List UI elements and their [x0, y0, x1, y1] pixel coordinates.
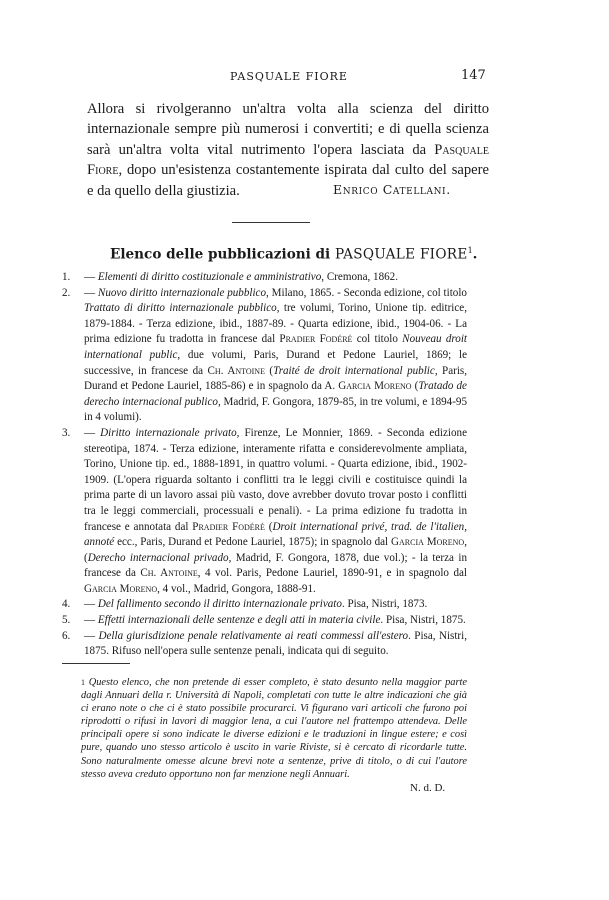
person-name-segment: Garcia Moreno — [338, 380, 412, 393]
person-name-segment: Garcia Moreno — [391, 536, 465, 549]
publication-item — [62, 629, 467, 660]
person-name-segment: Ch. Antoine — [207, 364, 265, 377]
publication-title-segment: Effetti internazionali delle sentenze e degli atti in materia civile — [97, 614, 381, 627]
publication-text-segment: , tre volumi, Torino, Unione tip. editrice, 1879-1884. - Terza edizione, ibid., 1887-89. - Quarta edizione, ibid., 1904-06. - La prima edizione fu tradotta in francese dal — [84, 302, 467, 346]
publication-text-segment: — — [84, 614, 98, 627]
publication-number: 3. — [62, 426, 71, 439]
publication-item — [62, 426, 467, 598]
publication-title-segment: Trattato di diritto internazionale pubblico — [84, 302, 277, 315]
publication-text — [84, 614, 466, 626]
publication-title-segment: Della giurisdizione penale relativamente ai reati commessi all'estero — [98, 629, 409, 642]
person-name-segment: Ch. Antoine — [140, 567, 198, 580]
publication-text-segment: ( — [264, 520, 273, 533]
footnote-text: Questo elenco, che non pretende di esser completo, è stato desunto nella maggior parte dagli Annuari della r. Università di Napoli, completati con tutte le altre indicazioni che già ci erano note o che ci è stato possibile procurarci. Vi figurano vari articoli che furono poi riprodotti o rifusi in lavori di maggior lena, a cui l'autore nel frattempo attendeva. Delle principali opere si sono indicate le diverse edizioni e le traduzioni in lingue estere; e così pure, quando uno stesso articolo è uscito in varie Riviste, si è cercato di ricordarle tutte. Sono naturalmente omesse alcune brevi note a sentenze, prive di titolo, o di cui l'autore stesso aveva creduto opportuno non far menzione negli Annuari. — [81, 677, 467, 780]
publication-text-segment: , ( — [84, 536, 467, 564]
footnote-signature: N. d. D. — [410, 782, 446, 794]
person-name-segment: Pradier Fodéré — [192, 520, 265, 533]
section-title-name: PASQUALE FIORE — [334, 246, 468, 263]
publication-item — [62, 270, 467, 286]
publication-text-segment: ecc., Paris, Durand et Pedone Lauriel, 1875); in spagnolo dal — [114, 536, 392, 549]
publication-title-segment: Nuovo diritto internazionale pubblico — [97, 286, 267, 299]
publication-text — [84, 427, 467, 595]
publication-text-segment: — — [84, 629, 99, 642]
intro-text: Allora si rivolgeranno un'altra volta alla scienza del diritto internazionale sempre più numerosi i convertiti; e di quella scienza sarà un'altra volta vital nutrimento l'opera lasciata da — [87, 101, 489, 158]
publication-number: 5. — [62, 614, 71, 627]
publication-text-segment: col titolo — [352, 333, 403, 346]
running-title: PASQUALE FIORE — [230, 70, 348, 83]
publication-text-segment: , Milano, 1865. - Seconda edizione, col titolo — [266, 286, 467, 299]
page-number: 147 — [461, 68, 486, 83]
publication-text-segment: . Pisa, Nistri, 1875. — [380, 614, 466, 627]
publication-number: 1. — [62, 271, 71, 283]
publication-text — [84, 287, 467, 424]
publication-number: 2. — [62, 286, 71, 299]
publication-text-segment: , 4 vol., Madrid, Gongora, 1888-91. — [157, 582, 316, 595]
footnote-mark: 1 — [81, 678, 85, 687]
publication-text-segment: . Pisa, Nistri, 1873. — [341, 598, 428, 611]
publication-text-segment: , Madrid, F. Gongora, 1878, due vol.); - la terza in francese da — [84, 551, 467, 580]
publication-item — [62, 597, 467, 613]
publication-item — [62, 286, 467, 426]
section-title-prefix: Elenco delle pubblicazioni di — [110, 246, 335, 263]
publication-text-segment: — — [84, 598, 98, 611]
publication-text-segment: — — [84, 426, 101, 439]
publication-title-segment: Diritto internazionale privato — [100, 426, 237, 439]
publication-text-segment: , Madrid, F. Gongora, 1879-85, in tre volumi, e 1894-95 in 4 volumi). — [84, 395, 467, 424]
publication-title-segment: Del fallimento secondo il diritto internazionale privato — [97, 598, 342, 611]
footnote-rule — [62, 663, 130, 664]
person-name-segment: Pradier Fodéré — [279, 333, 353, 346]
publication-text-segment: , 4 vol. Paris, Pedone Lauriel, 1890-91, e in spagnolo dal — [197, 567, 467, 580]
publication-text-segment: , due volumi, Paris, Durand et Pedone Lauriel, 1869; le successive, in francese da — [84, 348, 468, 377]
intro-text-tail: , dopo un'esistenza costantemente ispirata dal culto del sapere e da quello della giustizia. — [87, 162, 489, 199]
publication-title-segment: Nouveau droit international public — [84, 333, 468, 361]
publication-number: 6. — [62, 629, 71, 642]
section-divider — [232, 222, 310, 223]
section-title-end: . — [472, 246, 478, 263]
person-name-segment: Garcia Moreno — [84, 582, 158, 595]
publication-text-segment: , Cremona, 1862. — [321, 271, 399, 283]
section-title — [110, 246, 477, 263]
footnote — [81, 676, 467, 781]
publication-title-segment: Elementi di diritto costituzionale e amministrativo — [97, 271, 322, 283]
footnote-reference[interactable]: 1 — [467, 246, 473, 255]
publication-text — [84, 598, 427, 610]
publication-title-segment: Tratado de derecho internacional publico — [84, 380, 467, 408]
publication-text-segment: ( — [411, 380, 419, 393]
publication-list — [62, 270, 467, 660]
publication-text — [84, 271, 398, 283]
publication-number: 4. — [62, 598, 71, 611]
publication-text-segment: , Paris, Durand et Pedone Lauriel, 1885-86) e in spagnolo da A. — [84, 364, 468, 393]
publication-text-segment: . Pisa, Nistri, 1875. Rifuso nell'opera sulle sentenze penali, indicata qui di seguito. — [84, 629, 467, 658]
publication-text — [84, 630, 467, 658]
publication-title-segment: Traité de droit international public — [273, 364, 435, 377]
publication-text-segment: ( — [264, 364, 274, 377]
publication-text-segment: — — [84, 271, 98, 283]
publication-item — [62, 613, 467, 629]
publication-text-segment: , Firenze, Le Monnier, 1869. - Seconda edizione stereotipa, 1874. - Terza edizione, interamente rifatta e considerevolmente ampliata, Torino, Unione tip. ed., 1888-1891, in quattro volumi. - Quarta edizione, ibid., 1902-1909. (L'opera riguarda soltanto i conflitti tra le leggi civili e costituisce quindi la prima parte di un lavoro assai più vasto, dove avrebber dovuto trovar posto i conflitti tra le leggi commerciali, processuali e penali). - La prima edizione fu tradotta in francese e annotata dal — [84, 426, 467, 533]
publication-text-segment: — — [84, 286, 98, 299]
publication-title-segment: Derecho internacional privado — [87, 551, 229, 564]
author-name: Pasquale Fiore — [87, 141, 489, 179]
publication-title-segment: Droit international privé, trad. de l'italien, annoté — [84, 520, 467, 549]
signature: Enrico Catellani. — [333, 182, 451, 197]
